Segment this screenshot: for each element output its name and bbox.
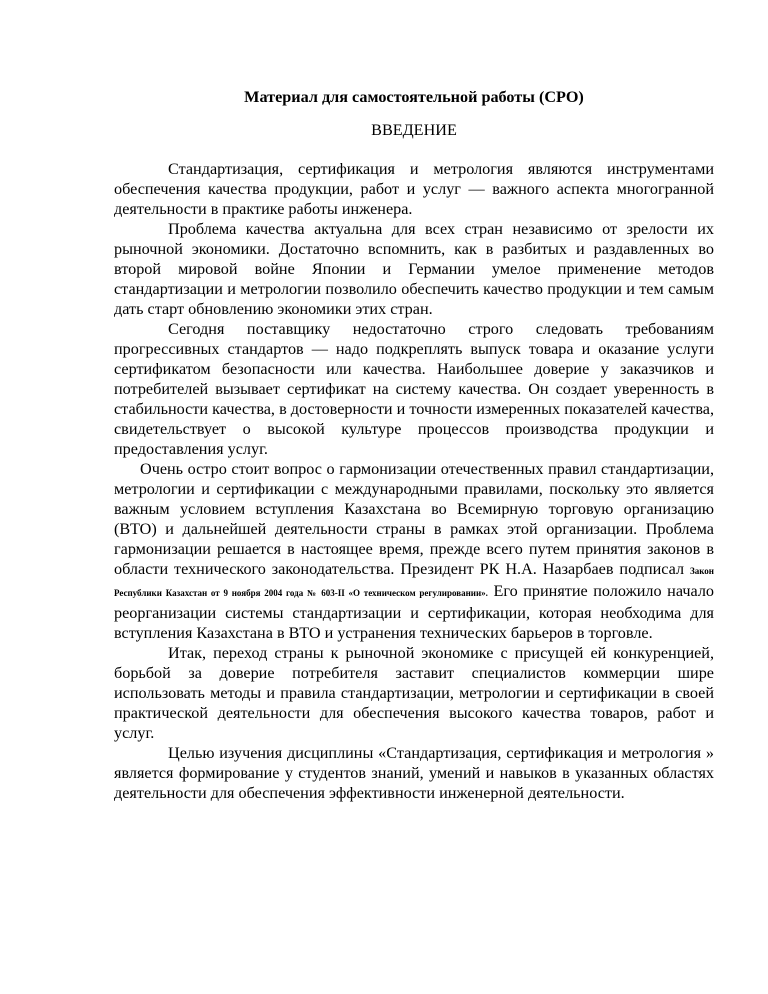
paragraph-intro: Стандартизация, сертификация и метрология являются инструментами обеспечения качества продукции, работ и услуг — важного аспекта многогранной деятельности в практике работы инженера.: [114, 160, 714, 218]
section-heading: ВВЕДЕНИЕ: [371, 121, 457, 139]
paragraph-harmonization-text-end: Его принятие положило начало реорганизации системы стандартизации и сертификации, которая необходима для вступления Казахстана в ВТО и устранения технических барьеров в торговле.: [114, 582, 714, 642]
paragraph-course-goal: Целью изучения дисциплины «Стандартизация, сертификация и метрология » является формирование у студентов знаний, умений и навыков в указанных областях деятельности для обеспечения эффективности инженерной деятельности.: [114, 744, 714, 802]
paragraph-harmonization: [114, 459, 714, 643]
document-body: [114, 87, 714, 803]
paragraph-market-economy: Итак, переход страны к рыночной экономике с присущей ей конкуренцией, борьбой за доверие потребителя заставит специалистов коммерции шире использовать методы и правила стандартизации, метрологии и сертификации в своей практической деятельности для обеспечения высокого качества товаров, работ и услуг.: [114, 644, 714, 742]
paragraph-quality-problem: Проблема качества актуальна для всех стран независимо от зрелости их рыночной экономики. Достаточно вспомнить, как в разбитых и раздавленных во второй мировой войне Японии и Германии умелое применение методов стандартизации и метрологии позволило обеспечить качество продукции и тем самым дать старт обновлению экономики этих стран.: [114, 220, 714, 318]
paragraph-supplier-certification: Сегодня поставщику недостаточно строго следовать требованиям прогрессивных стандартов — надо подкреплять выпуск товара и оказание услуги сертификатом безопасности или качества. Наибольшее доверие у заказчиков и потребителей вызывает сертификат на систему качества. Он создает уверенность в стабильности качества, в достоверности и точности измеренных показателей качества, свидетельствует о высокой культуре процессов производства продукции и предоставления услуг.: [114, 320, 714, 458]
paragraph-harmonization-text: Очень остро стоит вопрос о гармонизации отечественных правил стандартизации, метрологии и сертификации с международными правилами, поскольку это является важным условием вступления Казахстана во Всемирную торговую организацию (ВТО) и дальнейшей деятельности страны в рамках этой организации. Проблема гармонизации решается в настоящее время, прежде всего путем принятия законов в области технического законодательства. Президент РК Н.А. Назарбаев подписал: [114, 460, 714, 578]
law-reference: Закон Республики Казахстан от 9 ноября 2004 года № 603-II «О техническом регулировании».: [114, 566, 714, 598]
page-title: Материал для самостоятельной работы (СРО): [244, 88, 584, 106]
